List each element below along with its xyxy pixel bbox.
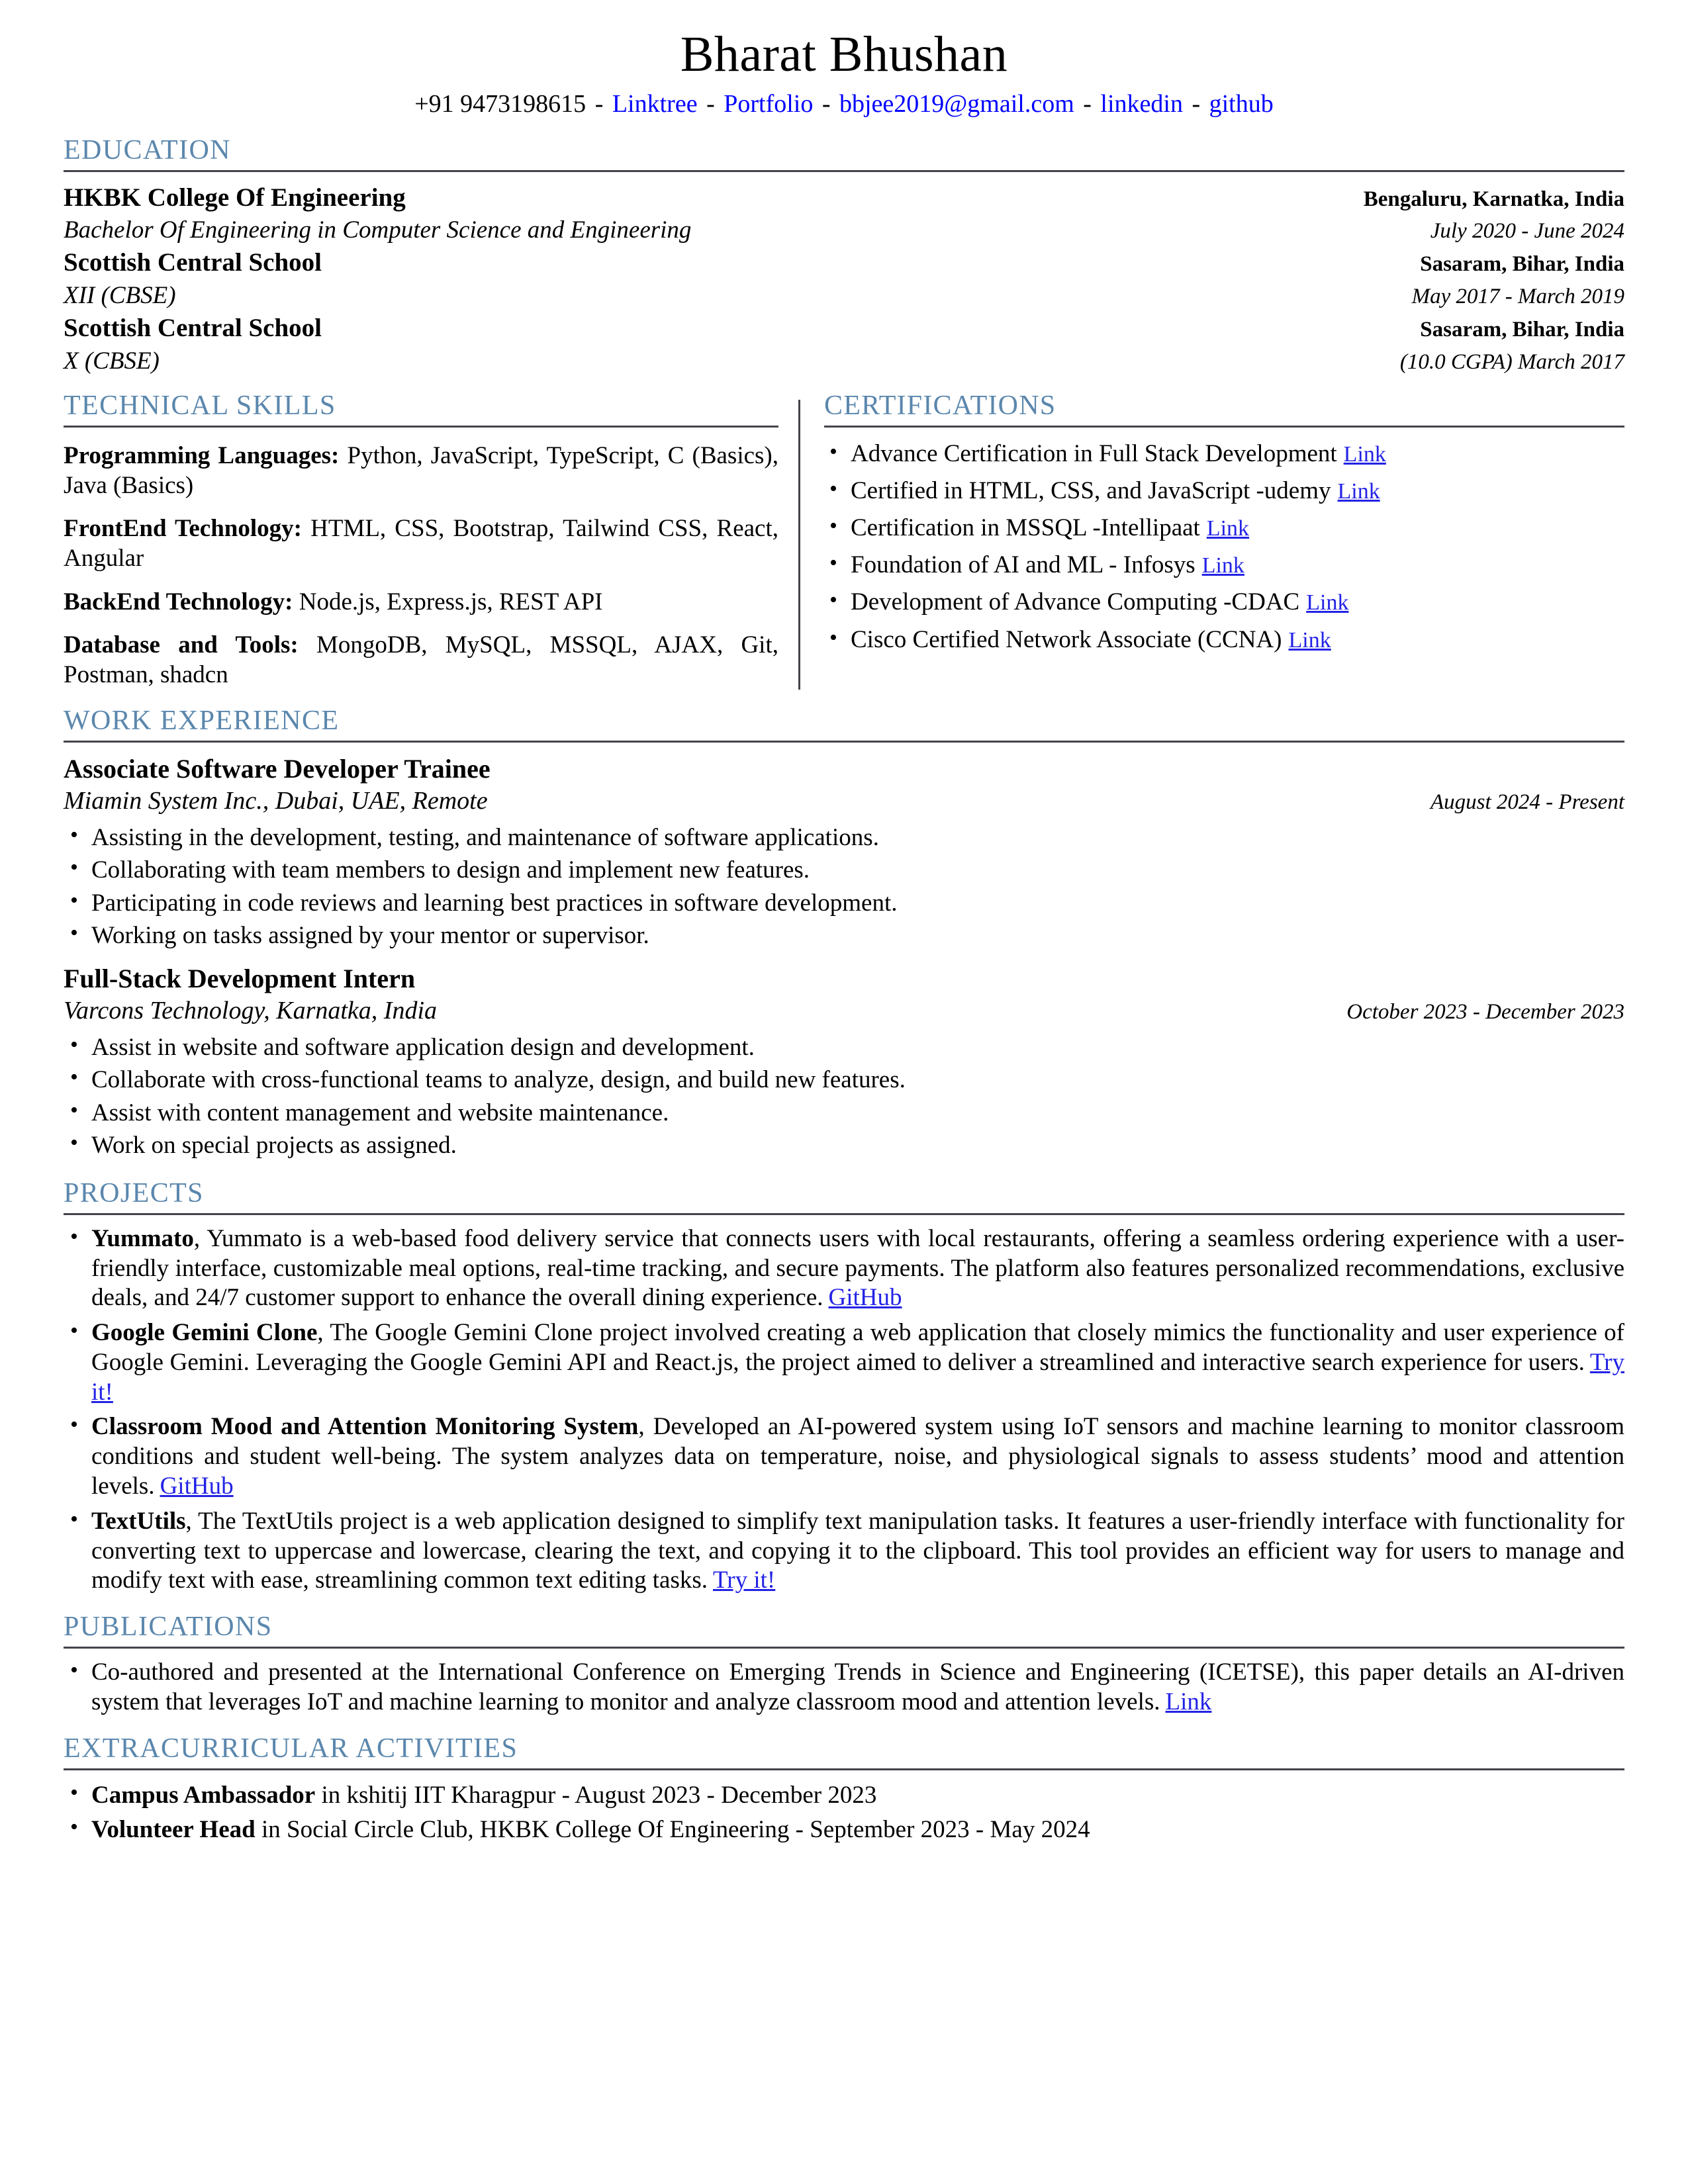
contact-separator-1: - (594, 90, 604, 118)
portfolio-link[interactable]: Portfolio (724, 90, 814, 118)
extracurricular-item (64, 1813, 1624, 1848)
certification-text: Foundation of AI and ML - Infosys (851, 551, 1196, 579)
certifications-column (800, 392, 1624, 690)
technical-skills-column (64, 392, 798, 690)
job-bullet: • Assist in website and software application design and development. (64, 1031, 1624, 1064)
job-bullet: • Assisting in the development, testing, and maintenance of software applications. (64, 821, 1624, 854)
linkedin-link[interactable]: linkedin (1100, 90, 1183, 118)
project-name: Classroom Mood and Attention Monitoring System (91, 1413, 639, 1441)
section-rule-extracurricular (64, 1768, 1624, 1770)
project-name: Yummato (91, 1224, 194, 1252)
section-rule-certifications (824, 426, 1624, 428)
project-name: TextUtils (91, 1507, 186, 1535)
education-entry (64, 312, 1624, 345)
education-degree: Bachelor Of Engineering in Computer Science and Engineering (64, 216, 692, 244)
project-description: , Yummato is a web-based food delivery service that connects users with local restaurants, offering a seamless ordering experience with a user-friendly interface, customizable meal options, real-time tracking, and secure payments. The platform also features personalized recommendations, exclusive deals, and 24/7 customer support to enhance the overall dining experience. (91, 1224, 1624, 1312)
linktree-link[interactable]: Linktree (612, 90, 698, 118)
job-title: Associate Software Developer Trainee (64, 753, 491, 784)
skill-row (64, 587, 778, 617)
extracurricular-list (64, 1778, 1624, 1848)
certifications-list (824, 438, 1624, 656)
contact-separator-4: - (1083, 90, 1092, 118)
skill-value: Node.js, Express.js, REST API (293, 588, 603, 615)
job-bullet: • Collaborating with team members to design and implement new features. (64, 854, 1624, 887)
skills-certifications-row (64, 392, 1624, 690)
skill-row (64, 514, 778, 573)
skill-label: FrontEnd Technology: (64, 515, 302, 543)
section-heading-technical-skills: TECHNICAL SKILLS (64, 390, 336, 422)
project-name: Google Gemini Clone (91, 1319, 318, 1347)
education-school: Scottish Central School (64, 248, 322, 277)
certification-link[interactable]: Link (1288, 627, 1331, 653)
section-rule-technical-skills (64, 426, 778, 428)
certification-text: Cisco Certified Network Associate (CCNA) (851, 625, 1282, 653)
education-entry-detail (64, 214, 1624, 246)
certification-item (824, 624, 1624, 656)
contact-separator-2: - (706, 90, 715, 118)
job-bullet-list (64, 821, 1624, 952)
education-entry (64, 181, 1624, 215)
education-degree: XII (CBSE) (64, 282, 176, 310)
certification-item (824, 475, 1624, 507)
skill-label: BackEnd Technology: (64, 588, 293, 615)
certification-text: Certification in MSSQL -Intellipaat (851, 514, 1200, 542)
education-location: Sasaram, Bihar, India (1420, 318, 1624, 342)
education-date: (10.0 CGPA) March 2017 (1399, 349, 1624, 374)
extracurricular-role: Volunteer Head (91, 1816, 256, 1844)
certification-item (824, 438, 1624, 470)
education-location: Bengaluru, Karnatka, India (1363, 187, 1624, 211)
job-bullet: • Collaborate with cross-functional teams to analyze, design, and build new features. (64, 1064, 1624, 1097)
skill-value: Python, JavaScript, TypeScript, C (Basics), Java (Basics) (64, 442, 778, 500)
certification-link[interactable]: Link (1306, 590, 1349, 615)
project-item (64, 1412, 1624, 1501)
job-bullet: • Work on special projects as assigned. (64, 1129, 1624, 1162)
contact-separator-3: - (821, 90, 831, 118)
job-date: August 2024 - Present (1430, 790, 1624, 814)
project-item (64, 1224, 1624, 1313)
skill-row (64, 630, 778, 690)
job-bullet: • Participating in code reviews and learning best practices in software development. (64, 887, 1624, 920)
section-rule-publications (64, 1647, 1624, 1649)
job-bullet-list (64, 1031, 1624, 1162)
section-rule-work-experience (64, 741, 1624, 743)
job-organization: Varcons Technology, Karnatka, India (64, 996, 438, 1024)
section-rule-projects (64, 1213, 1624, 1215)
section-heading-work-experience: WORK EXPERIENCE (64, 705, 340, 736)
skill-label: Programming Languages: (64, 442, 340, 470)
education-entry-detail (64, 345, 1624, 377)
education-school: HKBK College Of Engineering (64, 183, 406, 212)
publication-text: Co-authored and presented at the International Conference on Emerging Trends in Science and Engineering (ICETSE), this paper details an AI-driven system that leverages IoT and machine learning to monitor and analyze classroom mood and attention levels. (91, 1659, 1624, 1715)
publications-list (64, 1658, 1624, 1717)
certification-item (824, 586, 1624, 618)
extracurricular-item (64, 1778, 1624, 1813)
project-item (64, 1507, 1624, 1596)
certification-link[interactable]: Link (1337, 479, 1380, 504)
education-date: July 2020 - June 2024 (1430, 219, 1624, 244)
job-entry (64, 963, 1624, 1162)
certification-text: Development of Advance Computing -CDAC (851, 588, 1300, 616)
job-date: October 2023 - December 2023 (1346, 999, 1624, 1024)
certification-link[interactable]: Link (1343, 442, 1386, 467)
education-entry (64, 246, 1624, 280)
phone-number: +91 9473198615 (414, 90, 586, 118)
project-item (64, 1318, 1624, 1407)
extracurricular-detail: in Social Circle Club, HKBK College Of Engineering - September 2023 - May 2024 (255, 1816, 1090, 1844)
certification-link[interactable]: Link (1201, 553, 1244, 578)
skill-label: Database and Tools: (64, 631, 299, 659)
projects-list (64, 1224, 1624, 1596)
project-link[interactable]: GitHub (828, 1284, 902, 1312)
job-organization: Miamin System Inc., Dubai, UAE, Remote (64, 786, 488, 815)
certification-item (824, 549, 1624, 581)
certification-text: Advance Certification in Full Stack Development (851, 440, 1337, 468)
section-heading-projects: PROJECTS (64, 1177, 204, 1208)
education-date: May 2017 - March 2019 (1411, 285, 1624, 309)
education-school: Scottish Central School (64, 314, 322, 343)
section-heading-certifications: CERTIFICATIONS (824, 390, 1056, 422)
skill-value: HTML, CSS, Bootstrap, Tailwind CSS, React, Angular (64, 515, 778, 572)
email-link[interactable]: bbjee2019@gmail.com (839, 90, 1074, 118)
candidate-name: Bharat Bhushan (680, 26, 1008, 82)
project-link[interactable]: GitHub (160, 1473, 234, 1500)
github-link[interactable]: github (1209, 90, 1274, 118)
job-meta (64, 995, 1624, 1027)
education-list (64, 181, 1624, 377)
job-bullet: • Working on tasks assigned by your mentor or supervisor. (64, 919, 1624, 952)
job-entry (64, 753, 1624, 952)
contact-separator-5: - (1192, 90, 1201, 118)
section-heading-education: EDUCATION (64, 134, 231, 165)
skill-value: MongoDB, MySQL, MSSQL, AJAX, Git, Postman, shadcn (64, 631, 778, 688)
education-degree: X (CBSE) (64, 347, 160, 375)
certification-text: Certified in HTML, CSS, and JavaScript -udemy (851, 477, 1331, 505)
job-meta (64, 786, 1624, 817)
project-link[interactable]: Try it! (91, 1348, 1624, 1406)
skill-row (64, 441, 778, 500)
contact-line (64, 90, 1624, 119)
extracurricular-detail: in kshitij IIT Kharagpur - August 2023 - December 2023 (315, 1781, 877, 1809)
education-entry-detail (64, 280, 1624, 312)
publication-item (64, 1658, 1624, 1717)
section-heading-extracurricular: EXTRACURRICULAR ACTIVITIES (64, 1733, 518, 1764)
project-description: , The Google Gemini Clone project involved creating a web application that closely mimics the functionality and user experience of Google Gemini. Leveraging the Google Gemini API and React.js, the project aimed to deliver a streamlined and interactive search experience for users. (91, 1319, 1624, 1376)
project-description: , Developed an AI-powered system using IoT sensors and machine learning to monitor classroom conditions and student well-being. The system analyzes data on temperature, noise, and physiological signals to assess students’ mood and attention levels. (91, 1413, 1624, 1500)
certification-link[interactable]: Link (1206, 516, 1250, 541)
section-heading-publications: PUBLICATIONS (64, 1612, 273, 1643)
project-link[interactable]: Try it! (713, 1567, 776, 1594)
job-bullet: • Assist with content management and website maintenance. (64, 1097, 1624, 1130)
publication-link[interactable]: Link (1165, 1688, 1212, 1715)
certification-item (824, 512, 1624, 544)
education-location: Sasaram, Bihar, India (1420, 252, 1624, 277)
project-description: , The TextUtils project is a web application designed to simplify text manipulation tasks. It features a user-friendly interface with functionality for converting text to uppercase and lowercase, clearing the text, and copying it to the clipboard. This tool provides an efficient way for users to manage and modify text with ease, streamlining common text editing tasks. (91, 1507, 1624, 1594)
section-rule-education (64, 170, 1624, 172)
extracurricular-role: Campus Ambassador (91, 1781, 316, 1809)
job-title: Full-Stack Development Intern (64, 963, 416, 993)
